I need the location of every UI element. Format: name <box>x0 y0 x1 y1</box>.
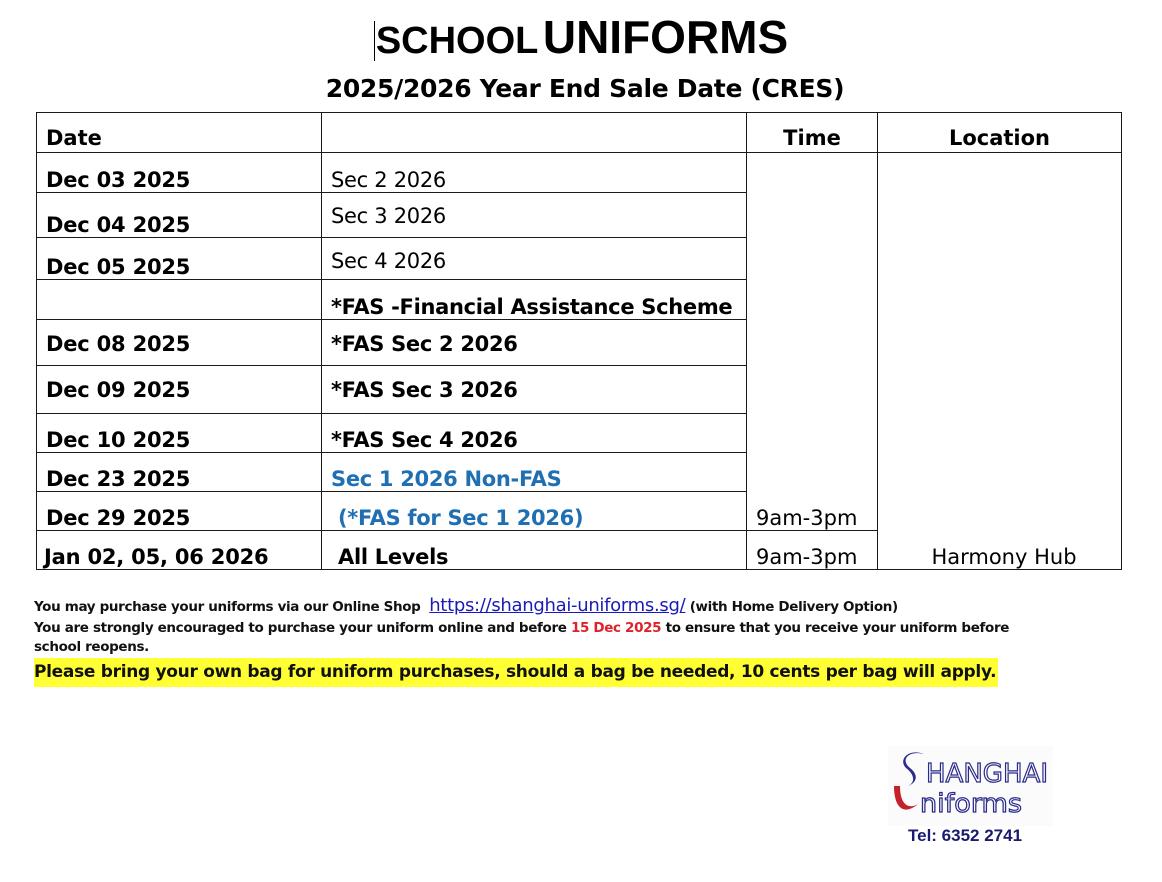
online-shop-line <box>34 594 1009 619</box>
row-description: All Levels <box>322 531 747 570</box>
table-row <box>37 153 1122 193</box>
encourage-line <box>34 619 1009 638</box>
row-description: Sec 2 2026 <box>322 153 747 193</box>
row-description: Sec 4 2026 <box>322 238 747 280</box>
row-date: Dec 09 2025 <box>37 366 322 414</box>
row-description: (*FAS for Sec 1 2026) <box>322 492 747 531</box>
page-title <box>0 10 1162 64</box>
column-header-description <box>322 113 747 153</box>
encourage-text: You are strongly encouraged to purchase your uniform online and before <box>34 620 567 636</box>
column-header-time: Time <box>747 113 878 153</box>
bag-notice-line <box>34 658 1009 687</box>
logo-graphic <box>888 746 1053 826</box>
row-description: Sec 3 2026 <box>322 193 747 238</box>
text-cursor <box>374 21 375 61</box>
row-date: Dec 08 2025 <box>37 320 322 366</box>
row-description: *FAS -Financial Assistance Scheme <box>322 280 747 320</box>
row-date: Dec 04 2025 <box>37 193 322 238</box>
title-school: SCHOOL <box>375 20 539 62</box>
column-header-date: Date <box>37 113 322 153</box>
schedule-table <box>36 112 1122 570</box>
telephone: Tel: 6352 2741 <box>908 826 1023 845</box>
shop-link[interactable]: https://shanghai-uniforms.sg/ <box>429 595 686 616</box>
column-header-location: Location <box>878 113 1122 153</box>
location-cell: Harmony Hub <box>878 153 1122 570</box>
time-cell: 9am-3pm <box>747 153 878 531</box>
page-subtitle: 2025/2026 Year End Sale Date (CRES) <box>325 74 845 103</box>
shanghai-uniforms-logo <box>888 746 1053 826</box>
row-date <box>37 280 322 320</box>
row-date: Dec 10 2025 <box>37 414 322 453</box>
row-date: Dec 23 2025 <box>37 453 322 492</box>
row-description: *FAS Sec 4 2026 <box>322 414 747 453</box>
logo-text-uniforms: niforms <box>920 789 1022 819</box>
bag-notice-highlight: Please bring your own bag for uniform purchases, should a bag be needed, 10 cents per bag will apply. <box>34 658 998 687</box>
home-delivery-text: (with Home Delivery Option) <box>689 599 898 615</box>
encourage-suffix: to ensure that you receive your uniform before <box>665 620 1010 636</box>
school-reopens-line: school reopens. <box>34 639 149 655</box>
row-date: Jan 02, 05, 06 2026 <box>37 531 322 570</box>
row-description: Sec 1 2026 Non-FAS <box>322 453 747 492</box>
row-description: *FAS Sec 3 2026 <box>322 366 747 414</box>
online-shop-text: You may purchase your uniforms via our Online Shop <box>34 599 421 615</box>
row-date: Dec 03 2025 <box>37 153 322 193</box>
logo-u-swoosh <box>894 786 918 810</box>
deadline-date: 15 Dec 2025 <box>570 620 662 636</box>
row-date: Dec 29 2025 <box>37 492 322 531</box>
notes <box>34 594 1009 687</box>
logo-text-shanghai: HANGHAI <box>926 759 1048 789</box>
time-cell-last: 9am-3pm <box>747 531 878 570</box>
row-date: Dec 05 2025 <box>37 238 322 280</box>
row-description: *FAS Sec 2 2026 <box>322 320 747 366</box>
logo-s-swoosh <box>903 752 924 786</box>
table-header-row <box>37 113 1122 153</box>
title-uniforms: UNIFORMS <box>542 11 789 63</box>
